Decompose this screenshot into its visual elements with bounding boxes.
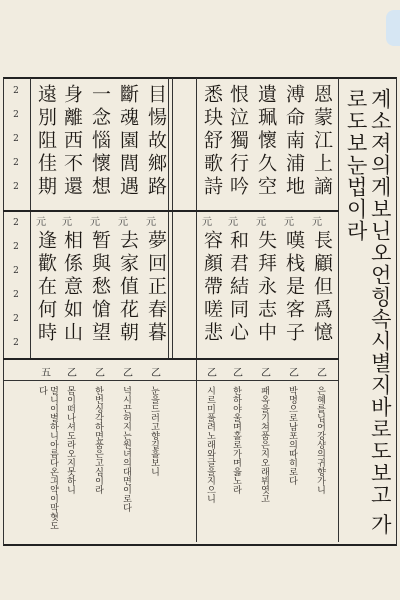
verse-col-mr2: 嘆栈是客子 xyxy=(283,230,305,345)
row-label-r3: 乙 xyxy=(261,368,271,379)
row-label-l2: 乙 xyxy=(123,368,133,379)
upper-section-line xyxy=(3,210,339,212)
row-label-r1: 乙 xyxy=(317,368,327,379)
label-row-line xyxy=(3,380,339,381)
side-marker: 2 xyxy=(13,182,19,192)
title-column xyxy=(340,82,392,537)
verse-col-ml1: 夢回正春暮 xyxy=(145,230,167,345)
hangul-l3: 한번싱각하면품은고심이라 xyxy=(93,386,103,494)
middle-section-line xyxy=(3,358,339,360)
note-l2: 元 xyxy=(118,217,128,228)
verse-col-l2: 斷魂園閭遇 xyxy=(117,84,139,199)
note-l4: 元 xyxy=(62,217,72,228)
center-divider xyxy=(196,78,197,542)
hangul-r1: 은혜를닙어강샹의귀향가니 xyxy=(315,386,325,494)
note-l3: 元 xyxy=(90,217,100,228)
hangul-l1: 눈을드러고향길흘보니 xyxy=(149,386,159,476)
hangul-l4: 몸이떠나셔도라오지못하니 xyxy=(65,386,75,494)
side-marker: 2 xyxy=(13,110,19,120)
verse-col-mr4: 和君結同心 xyxy=(227,230,249,345)
verse-col-ml2: 去家值花朝 xyxy=(117,230,139,345)
row-label-l4: 乙 xyxy=(67,368,77,379)
side-marker: 2 xyxy=(13,314,19,324)
side-marker: 2 xyxy=(13,218,19,228)
note-r3: 元 xyxy=(256,217,266,228)
row-label-l1: 乙 xyxy=(151,368,161,379)
note-r5: 元 xyxy=(202,217,212,228)
verse-col-ml3: 暂與愁愴望 xyxy=(89,230,111,345)
verse-col-r3: 遺珮懷久空 xyxy=(255,84,277,199)
hangul-r5: 시르미풀려노래와글을지으니 xyxy=(205,386,215,503)
side-marker: 2 xyxy=(13,242,19,252)
note-l5: 元 xyxy=(36,217,46,228)
side-marker: 2 xyxy=(13,266,19,276)
verse-col-r2: 溥命南浦地 xyxy=(283,84,305,199)
row-label-l5: 五 xyxy=(41,368,51,379)
row-label-r4: 乙 xyxy=(233,368,243,379)
verse-col-ml4: 相係意如山 xyxy=(61,230,83,345)
page-edge-stain xyxy=(386,10,400,46)
verse-col-l1: 目愓故鄉路 xyxy=(145,84,167,199)
verse-col-l5: 遠別阻佳期 xyxy=(35,84,57,199)
verse-col-r4: 恨泣獨行吟 xyxy=(227,84,249,199)
hangul-r3: 패옥을기쳐품은지오래뷔엿고 xyxy=(259,386,269,503)
verse-col-mr3: 失拜永志中 xyxy=(255,230,277,345)
title-divider xyxy=(338,78,339,542)
verse-col-r1: 恩蒙江上謫 xyxy=(311,84,333,199)
hangul-l5: 멀니이별하니아름다온긔약이막혓도다 xyxy=(37,386,58,530)
note-l1: 元 xyxy=(146,217,156,228)
row-label-l3: 乙 xyxy=(95,368,105,379)
verse-col-l3: 一念惱懷想 xyxy=(89,84,111,199)
side-marker: 2 xyxy=(13,86,19,96)
hangul-r2: 박명으로남포의따히로다 xyxy=(287,386,297,485)
row-label-r5: 乙 xyxy=(207,368,217,379)
verse-col-mr5: 容顏帶嗟悲 xyxy=(201,230,223,345)
side-marker: 2 xyxy=(13,158,19,168)
verse-col-ml5: 逢歡在何時 xyxy=(35,230,57,345)
verse-col-l4: 身離西不還 xyxy=(61,84,83,199)
note-r4: 元 xyxy=(228,217,238,228)
page-title: 계소져의게보닌오언힝속시별지바로도보고 가로도보눈법이라 xyxy=(344,88,393,536)
row-label-r2: 乙 xyxy=(289,368,299,379)
verse-col-mr1: 長顧但爲憶 xyxy=(311,230,333,345)
side-marker: 2 xyxy=(13,290,19,300)
inner-divider-left-2 xyxy=(172,78,173,358)
marker-divider xyxy=(30,78,31,358)
hangul-r4: 한하야울며홀로가며읇노라 xyxy=(231,386,241,494)
side-marker: 2 xyxy=(13,338,19,348)
note-r2: 元 xyxy=(284,217,294,228)
side-marker: 2 xyxy=(13,134,19,144)
hangul-l2: 넉시끈허지는원녀의대면이로다 xyxy=(121,386,131,512)
note-r1: 元 xyxy=(312,217,322,228)
verse-col-r5: 悉玦舒歌詩 xyxy=(201,84,223,199)
